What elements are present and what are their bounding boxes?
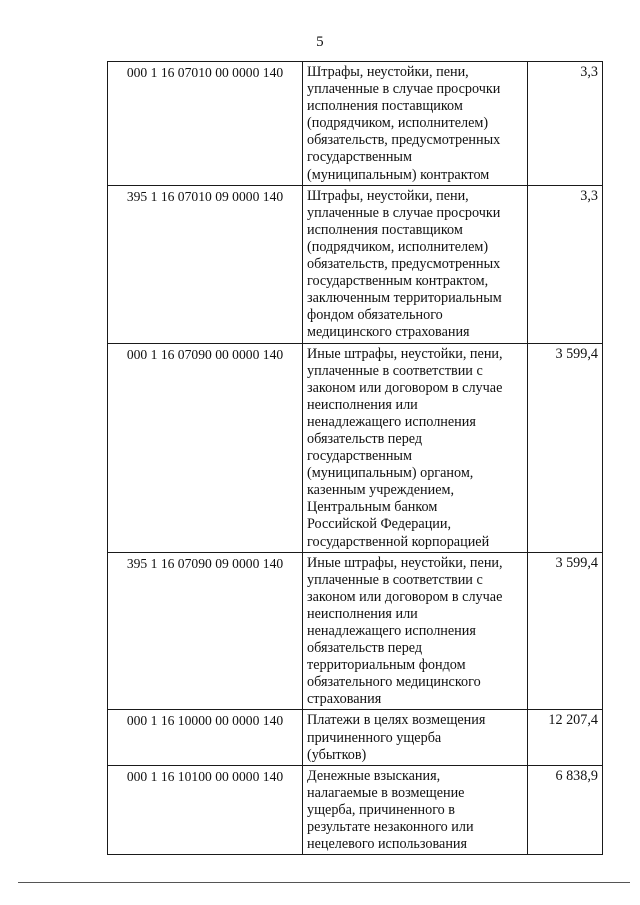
name-line: (убытков) (307, 746, 367, 763)
name-line: уплаченные в случае просрочки (307, 204, 501, 221)
table-row (108, 552, 603, 710)
revenue-name-cell (303, 62, 528, 186)
name-line: Иные штрафы, неустойки, пени, (307, 345, 503, 362)
name-line: Денежные взыскания, (307, 767, 441, 784)
name-line: заключенным территориальным (307, 290, 502, 307)
name-line: нецелевого использования (307, 836, 468, 853)
revenue-name-cell (303, 343, 528, 552)
name-line: Штрафы, неустойки, пени, (307, 64, 469, 80)
budget-code-cell: 000 1 16 07090 00 0000 140 (108, 343, 303, 552)
page-number: 5 (316, 34, 324, 50)
name-line: неисполнения или (307, 605, 418, 622)
name-line: медицинского страхования (307, 324, 470, 341)
name-line: законом или договором в случае (307, 588, 503, 605)
table-row (108, 765, 603, 854)
budget-code-cell: 000 1 16 10000 00 0000 140 (108, 710, 303, 765)
name-line: государственным контрактом, (307, 273, 489, 290)
revenue-name-cell (303, 765, 528, 854)
amount-cell: 3 599,4 (528, 343, 603, 552)
budget-revenue-table (107, 61, 603, 855)
table-row (108, 343, 603, 552)
name-line: неисполнения или (307, 396, 418, 413)
name-line: уплаченные в соответствии с (307, 571, 483, 588)
revenue-name-cell (303, 710, 528, 765)
budget-code-cell: 395 1 16 07010 09 0000 140 (108, 185, 303, 343)
name-line: исполнения поставщиком (307, 221, 463, 238)
name-line: ущерба, причиненного в (307, 801, 455, 818)
budget-code-cell: 395 1 16 07090 09 0000 140 (108, 552, 303, 710)
name-line: обязательств перед (307, 430, 423, 447)
name-line: территориальным фондом (307, 657, 466, 674)
amount-cell: 6 838,9 (528, 765, 603, 854)
name-line: казенным учреждением, (307, 482, 455, 499)
amount-cell: 12 207,4 (528, 710, 603, 765)
name-line: Российской Федерации, (307, 516, 452, 533)
name-line: уплаченные в соответствии с (307, 362, 483, 379)
name-line: (подрядчиком, исполнителем) (307, 115, 489, 132)
budget-code-cell: 000 1 16 10100 00 0000 140 (108, 765, 303, 854)
name-line: уплаченные в случае просрочки (307, 81, 501, 98)
revenue-name-cell (303, 185, 528, 343)
page-bottom-rule (18, 882, 630, 883)
name-line: (подрядчиком, исполнителем) (307, 238, 489, 255)
name-line: Платежи в целях возмещения (307, 712, 486, 729)
name-line: исполнения поставщиком (307, 98, 463, 115)
name-line: страхования (307, 691, 382, 708)
name-line: законом или договором в случае (307, 379, 503, 396)
name-line: обязательств, предусмотренных (307, 132, 501, 149)
name-line: обязательств перед (307, 640, 423, 657)
name-line: (муниципальным) контрактом (307, 166, 490, 183)
name-line: (муниципальным) органом, (307, 465, 474, 482)
name-line: обязательного медицинского (307, 674, 481, 691)
name-line: результате незаконного или (307, 819, 474, 836)
amount-cell: 3 599,4 (528, 552, 603, 710)
name-line: фондом обязательного (307, 307, 443, 324)
name-line: Центральным банком (307, 499, 438, 516)
name-line: причиненного ущерба (307, 729, 442, 746)
name-line: налагаемые в возмещение (307, 784, 465, 801)
budget-code-cell: 000 1 16 07010 00 0000 140 (108, 62, 303, 186)
name-line: ненадлежащего исполнения (307, 623, 476, 639)
name-line: государственным (307, 149, 412, 166)
amount-cell: 3,3 (528, 62, 603, 186)
name-line: государственной корпорацией (307, 533, 490, 550)
revenue-name-cell (303, 552, 528, 710)
amount-cell: 3,3 (528, 185, 603, 343)
name-line: Иные штрафы, неустойки, пени, (307, 554, 503, 571)
table-row (108, 710, 603, 765)
name-line: обязательств, предусмотренных (307, 256, 501, 273)
table-row (108, 62, 603, 186)
name-line: государственным (307, 448, 412, 465)
name-line: Штрафы, неустойки, пени, (307, 187, 469, 204)
name-line: ненадлежащего исполнения (307, 413, 476, 430)
table-row (108, 185, 603, 343)
